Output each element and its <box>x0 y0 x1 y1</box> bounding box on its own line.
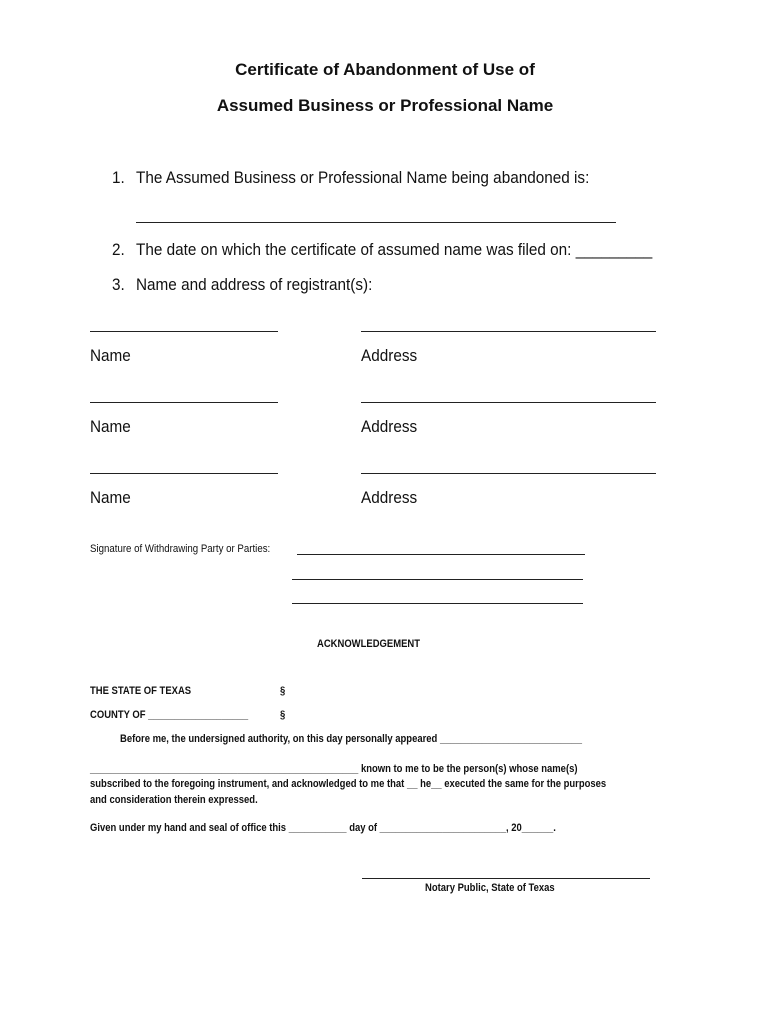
item-1-text: The Assumed Business or Professional Name being abandoned is: <box>136 168 590 187</box>
registrant-1-address-label: Address <box>361 346 418 365</box>
registrant-2-name-label: Name <box>90 417 131 436</box>
signature-line-3[interactable] <box>292 603 583 604</box>
item-2-number: 2. <box>112 240 125 259</box>
before-me-line: Before me, the undersigned authority, on this day personally appeared ___________________________ <box>120 733 583 745</box>
known-to-me-line: ___________________________________________________ known to me to be the person(s) whose name(s) <box>90 763 578 775</box>
registrant-1-name-label: Name <box>90 346 131 365</box>
state-section-symbol: § <box>280 685 286 697</box>
county-label: COUNTY OF ___________________ <box>90 709 249 721</box>
item-1-number: 1. <box>112 168 125 187</box>
document-title-line-1: Certificate of Abandonment of Use of <box>235 60 535 79</box>
registrant-2-name-field[interactable] <box>90 402 278 403</box>
subscribed-line: subscribed to the foregoing instrument, and acknowledged to me that __ he__ executed the same for the purposes <box>90 778 607 790</box>
county-section-symbol: § <box>280 709 286 721</box>
signature-line-1[interactable] <box>297 554 585 555</box>
signature-label: Signature of Withdrawing Party or Parties: <box>90 543 271 555</box>
acknowledgement-heading: ACKNOWLEDGEMENT <box>317 638 421 650</box>
consideration-line: and consideration therein expressed. <box>90 794 258 806</box>
registrant-3-name-label: Name <box>90 488 131 507</box>
item-3-number: 3. <box>112 275 125 294</box>
registrant-3-address-field[interactable] <box>361 473 656 474</box>
registrant-1-name-field[interactable] <box>90 331 278 332</box>
registrant-2-address-label: Address <box>361 417 418 436</box>
registrant-3-address-label: Address <box>361 488 418 507</box>
registrant-2-address-field[interactable] <box>361 402 656 403</box>
notary-signature-line[interactable] <box>362 878 650 879</box>
registrant-3-name-field[interactable] <box>90 473 278 474</box>
item-3-text: Name and address of registrant(s): <box>136 275 373 294</box>
registrant-1-address-field[interactable] <box>361 331 656 332</box>
item-2-text: The date on which the certificate of assumed name was filed on: _________ <box>136 240 653 259</box>
signature-line-2[interactable] <box>292 579 583 580</box>
notary-label: Notary Public, State of Texas <box>425 882 555 894</box>
document-title-line-2: Assumed Business or Professional Name <box>216 96 554 115</box>
abandoned-name-field[interactable] <box>136 222 616 223</box>
given-under-hand-line: Given under my hand and seal of office this ___________ day of ________________________, 20______. <box>90 822 556 834</box>
state-label: THE STATE OF TEXAS <box>90 685 192 697</box>
